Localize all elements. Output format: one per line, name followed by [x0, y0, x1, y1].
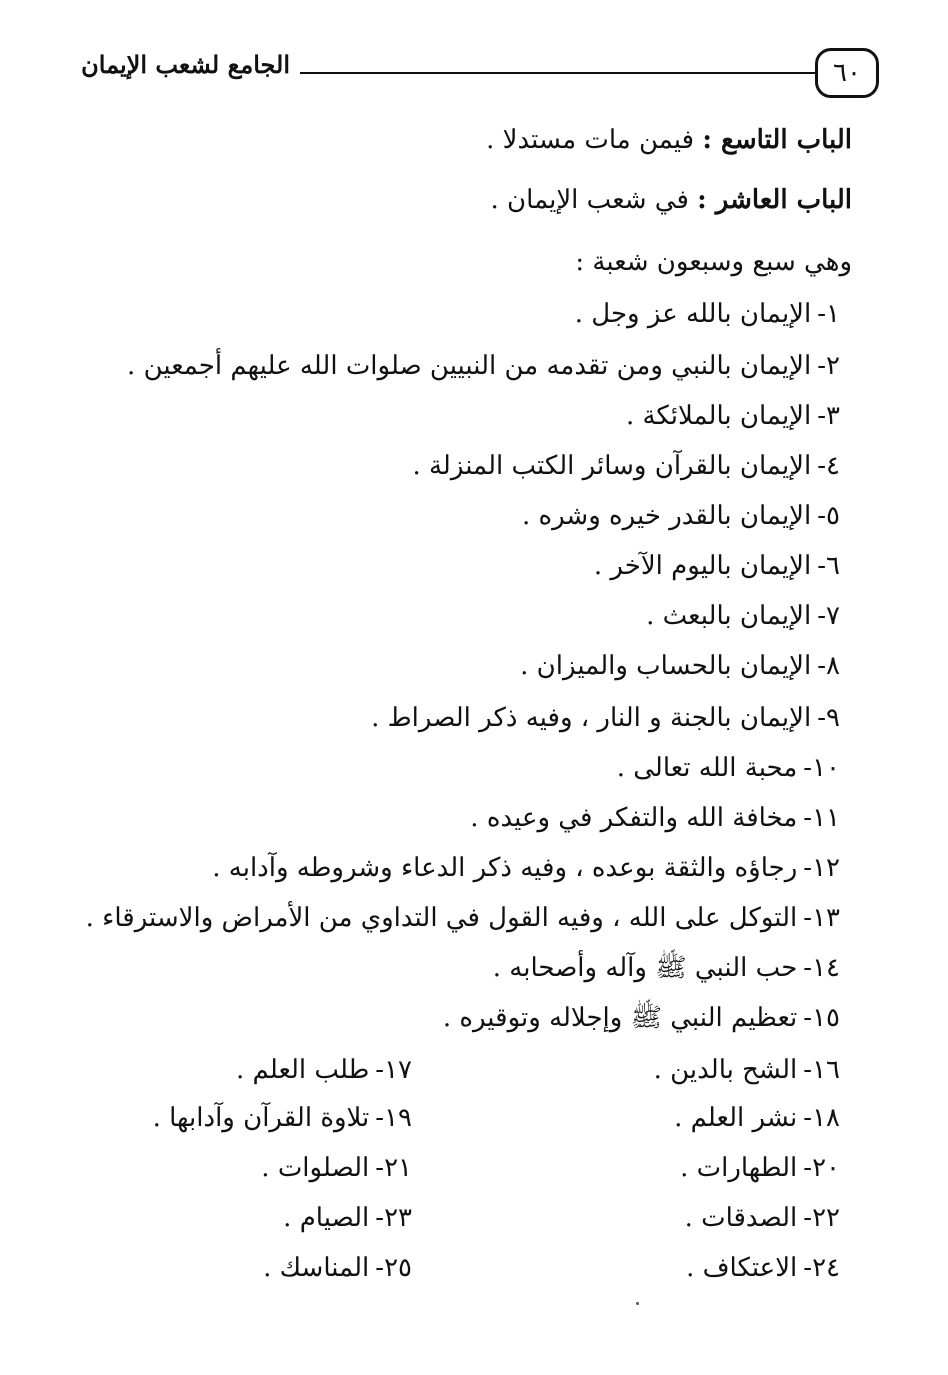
list-item	[680, 1148, 840, 1188]
item-text: رجاؤه والثقة بوعده ، وفيه ذكر الدعاء وشروطه وآدابه .	[212, 853, 798, 883]
intro-line: وهي سبع وسبعون شعبة :	[575, 247, 852, 277]
item-number: ١-	[817, 299, 840, 329]
list-item	[236, 1050, 412, 1090]
item-number: ٣-	[817, 401, 840, 431]
list-item	[594, 546, 840, 586]
item-text: حب النبي ﷺ وآله وأصحابه .	[492, 953, 798, 983]
item-text: محبة الله تعالى .	[616, 753, 798, 783]
item-text: الصيام .	[283, 1203, 370, 1233]
chapter-heading-10	[491, 180, 852, 220]
item-text: نشر العلم .	[674, 1103, 798, 1133]
chapter-heading-text: فيمن مات مستدلا .	[486, 125, 695, 155]
list-item	[283, 1198, 412, 1238]
item-text: تعظيم النبي ﷺ وإجلاله وتوقيره .	[442, 1003, 798, 1033]
item-text: الإيمان بالجنة و النار ، وفيه ذكر الصراط .	[371, 703, 812, 733]
item-number: ٩-	[817, 703, 840, 733]
item-text: طلب العلم .	[236, 1055, 370, 1085]
list-item	[263, 1248, 412, 1288]
item-text: الشح بالدين .	[653, 1055, 798, 1085]
list-item	[520, 646, 840, 686]
item-number: ١١-	[803, 803, 840, 833]
list-item	[685, 1198, 840, 1238]
item-text: الإيمان باليوم الآخر .	[593, 551, 812, 581]
item-text: الطهارات .	[680, 1153, 798, 1183]
list-item	[153, 1098, 412, 1138]
list-item	[371, 698, 840, 738]
list-item	[86, 898, 840, 938]
item-text: مخافة الله والتفكر في وعيده .	[470, 803, 798, 833]
item-text: الصدقات .	[684, 1203, 798, 1233]
item-text: تلاوة القرآن وآدابها .	[152, 1103, 370, 1133]
item-number: ١٦-	[803, 1055, 840, 1085]
list-item	[443, 998, 840, 1038]
header-rule	[300, 72, 816, 74]
chapter-heading-label: الباب العاشر :	[697, 185, 852, 215]
item-number: ١٥-	[803, 1003, 840, 1033]
list-item	[212, 848, 840, 888]
item-text: الإيمان بالحساب والميزان .	[520, 651, 812, 681]
item-number: ١٢-	[803, 853, 840, 883]
page-number-text: ٦٠	[833, 58, 861, 88]
item-text: الإيمان بالنبي ومن تقدمه من النبيين صلوات الله عليهم أجمعين .	[127, 351, 812, 381]
list-item	[654, 1050, 840, 1090]
item-number: ٥-	[817, 501, 840, 531]
item-text: الصلوات .	[261, 1153, 370, 1183]
item-number: ٢٤-	[803, 1253, 840, 1283]
chapter-heading-text: في شعب الإيمان .	[490, 185, 689, 215]
item-number: ١٤-	[803, 953, 840, 983]
running-title: الجامع لشعب الإيمان	[81, 50, 290, 79]
item-number: ١٩-	[375, 1103, 412, 1133]
item-number: ٤-	[817, 451, 840, 481]
list-item	[626, 396, 840, 436]
item-number: ١٠-	[803, 753, 840, 783]
item-text: التوكل على الله ، وفيه القول في التداوي من الأمراض والاسترقاء .	[85, 903, 798, 933]
list-item	[412, 446, 840, 486]
chapter-heading-9	[486, 120, 852, 160]
list-item	[127, 346, 840, 386]
item-number: ٢١-	[375, 1153, 412, 1183]
list-item	[617, 748, 840, 788]
chapter-heading-label: الباب التاسع :	[702, 125, 852, 155]
item-number: ١٨-	[803, 1103, 840, 1133]
item-number: ٢٣-	[375, 1203, 412, 1233]
list-item	[470, 798, 840, 838]
item-number: ١٣-	[803, 903, 840, 933]
list-item	[674, 1098, 840, 1138]
page-number	[815, 48, 879, 98]
item-number: ٢٢-	[803, 1203, 840, 1233]
item-text: الإيمان بالله عز وجل .	[574, 299, 812, 329]
list-item	[575, 294, 840, 334]
item-number: ٢٥-	[375, 1253, 412, 1283]
item-number: ١٧-	[375, 1055, 412, 1085]
item-number: ٨-	[817, 651, 840, 681]
item-number: ٦-	[817, 551, 840, 581]
scan-speck	[636, 1302, 639, 1305]
item-text: الإيمان بالبعث .	[646, 601, 812, 631]
item-number: ٢-	[817, 351, 840, 381]
item-text: المناسك .	[263, 1253, 370, 1283]
list-item	[261, 1148, 412, 1188]
item-text: الإيمان بالملائكة .	[625, 401, 812, 431]
list-item	[686, 1248, 840, 1288]
list-item	[493, 948, 840, 988]
item-number: ٧-	[817, 601, 840, 631]
item-number: ٢٠-	[803, 1153, 840, 1183]
list-item	[646, 596, 840, 636]
list-item	[522, 496, 840, 536]
item-text: الاعتكاف .	[686, 1253, 798, 1283]
item-text: الإيمان بالقرآن وسائر الكتب المنزلة .	[412, 451, 812, 481]
item-text: الإيمان بالقدر خيره وشره .	[521, 501, 812, 531]
